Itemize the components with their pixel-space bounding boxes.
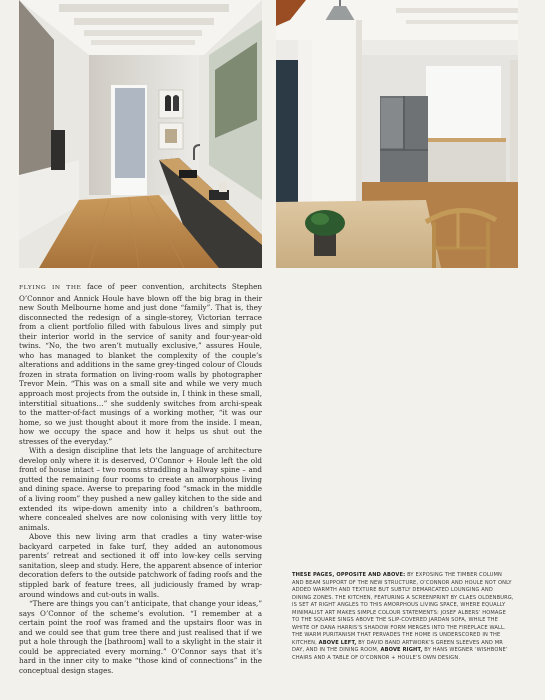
- article-body: [19, 282, 262, 675]
- article-lead: FLYING IN THE: [19, 285, 82, 291]
- caption-heading: ABOVE RIGHT,: [380, 647, 423, 654]
- caption-heading: ABOVE LEFT,: [318, 639, 357, 646]
- caption-text: BY HANS WEGNER ‘WISHBONE’ CHAIRS AND A TABLE OF O’CONNOR + HOULE’S OWN DESIGN.: [292, 647, 508, 662]
- article-paragraph: Above this new living arm that cradles a tiny water-wise backyard carpeted in fake turf, they added an autonomous parents’ retreat and sectioned it off into low-key cells serving sanitation, sleep and study. Here, the apparent absence of interior decoration defers to the outside patchwork of fading roofs and the stippled bark of feature trees, all judiciously framed by wrap-around windows and cut-outs in walls.: [19, 532, 262, 599]
- dining-photo: [276, 0, 518, 268]
- dining-illustration: [276, 0, 518, 268]
- article-paragraph: [19, 282, 262, 446]
- article-paragraph-text: face of peer convention, architects Stephen O’Connor and Annick Houle have blown off the big brag in their new South Melbourne home and just done “family”. That is, they disconnected the redesign of a single-storey, Victorian terrace from a client portfolio filled with fabulous lives and simply put their interior world in the service of sanity and four-year-old twins. “No, the two aren’t mutually exclusive,” assures Houle, who has managed to blanket the complexity of the couple’s alterations and additions in the same grey-tinged colour of Clouds frozen in strata formation on living-room walls by photographer Trevor Mein. “This was on a small site and while we very much approach most projects from the outside in, I think in these small, interstitial situations…” she suddenly switches from archi-speak to the matter-of-fact musings of a working mother, “it was our home, so we just thought about it more from the inside. I mean, how we occupy the space and how it helps us shut out the stresses of the everyday.”: [19, 282, 262, 446]
- caption-heading: THESE PAGES, OPPOSITE AND ABOVE:: [292, 572, 406, 578]
- article-paragraph: “There are things you can’t anticipate, that change your ideas,” says O’Connor of the scheme’s evolution. “I remember at a certain point the roof was framed and the upstairs floor was in and we could see that gum tree there and just realised that if we put a hole through the [bathroom] wall to a skylight in the stair it could be appreciated every morning.” O’Connor says that it’s hard in the inner city to make “those kind of connections” in the conceptual design stages.: [19, 599, 262, 675]
- photo-caption: [292, 572, 514, 663]
- caption-text: BY EXPOSING THE TIMBER COLUMN AND BEAM SUPPORT OF THE NEW STRUCTURE, O’CONNOR AND HOULE NOT ONLY ADDED WARMTH AND TEXTURE BUT SUBTLY DEMARCATED LOUNGING AND DINING ZONES. THE KITCHEN, FEATURING A SCREENPRINT BY CLAES OLDENBURG, IS SET AT RIGHT ANGLES TO THIS AMORPHOUS LIVING SPACE, WHERE EQUALLY MINIMALIST ART MAKES SIMPLE COLOUR STATEMENTS: JOSEF ALBERS’ HOMAGE TO THE SQUARE SINGS ABOVE THE SLIP-COVERED JARDAN SOFA, WHILE THE WHITE OF DANA HARRIS’S SHADOW FORM MERGES INTO THE FIREPLACE WALL. THE WARM PURITANISM THAT PERVADES THE HOME IS UNDERSCORED IN THE KITCHEN,: [292, 572, 514, 646]
- kitchen-photo: [19, 0, 262, 268]
- caption-text: BY DAVID BAND ARTWORK’S GREEN SLEEVES AND MR DAY, AND IN THE DINING ROOM,: [292, 639, 503, 654]
- kitchen-illustration: [19, 0, 262, 268]
- article-paragraph: With a design discipline that lets the language of architecture develop only where it is deserved, O’Connor + Houle left the old front of house intact – two rooms straddling a hallway spine – and gutted the remaining four rooms to create an amorphous living and dining space. Averse to preparing food “smack in the middle of a living room” they pushed a new galley kitchen to the side and extended its wipe-down amenity into a children’s bathroom, where concealed shelves are now colonising with very little toy animals.: [19, 446, 262, 532]
